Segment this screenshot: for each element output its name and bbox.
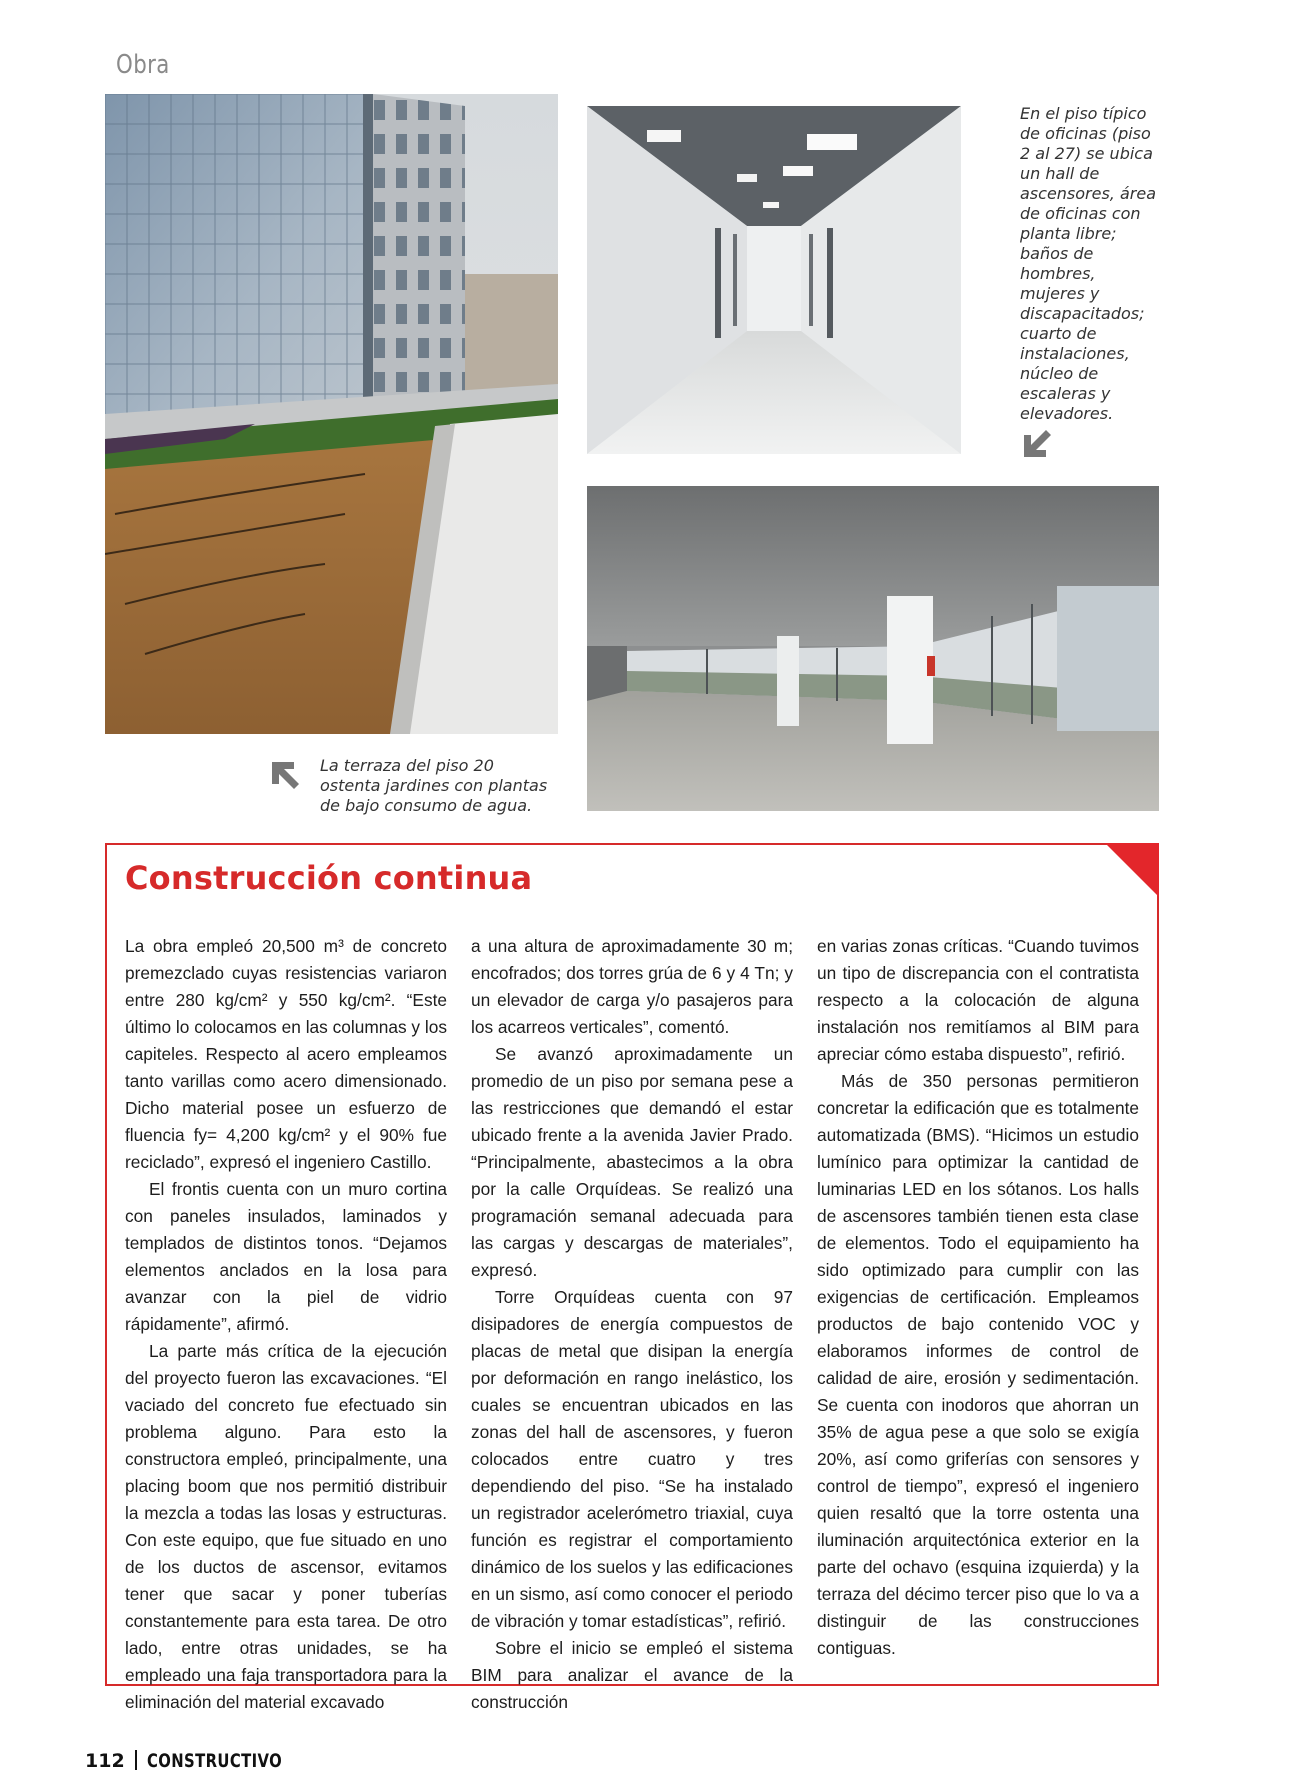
paragraph: Sobre el inicio se empleó el sistema BIM para analizar el avance de la construcción (471, 1638, 793, 1712)
corridor-caption: En el piso típico de oficinas (piso 2 al 27) se ubica un hall de ascensores, área de oficinas con planta libre; baños de hombres, mujeres y discapacitados; cuarto de instalaciones, núcleo de escaleras y elevadores. (1020, 104, 1157, 423)
open-office-photo (587, 486, 1159, 811)
arrow-down-left-icon (1020, 425, 1056, 461)
paragraph: La obra empleó 20,500 m³ de concreto premezclado cuyas resistencias variaron entre 280 kg/cm² y 550 kg/cm². “Este último lo colocamos en las columnas y los capiteles. Respecto al acero empleamos tanto varillas como acero dimensionado. Dicho material posee un esfuerzo de fluencia fy= 4,200 kg/cm² y el 90% fue reciclado”, expresó el ingeniero Castillo. (125, 936, 447, 1172)
article-title: Construcción continua (125, 859, 533, 897)
paragraph: Más de 350 personas permitieron concretar la edificación que es totalmente automatizada (BMS). “Hicimos un estudio lumínico para optimizar la cantidad de luminarias LED en los sótanos. Los halls de ascensores también tienen esta clase de elementos. Todo el equipamiento ha sido optimizado para cumplir con las exigencias de certificación. Empleamos productos de bajo contenido VOC y elaboramos informes de control de calidad de aire, erosión y sedimentación. Se cuenta con inodoros que ahorran un 35% de agua pese a que solo se exigía 20%, así como griferías con sensores y control de tiempo”, expresó el ingeniero quien resaltó que la torre ostenta una iluminación arquitectónica exterior en la parte del ochavo (esquina izquierda) y la terraza del décimo tercer piso que lo va a distinguir de las construcciones contiguas. (817, 1071, 1139, 1658)
footer-divider (135, 1750, 137, 1770)
paragraph: La parte más crítica de la ejecución del proyecto fueron las excavaciones. “El vaciado del concreto fue efectuado sin problema alguno. Para esto la constructora empleó, principalmente, una placing boom que nos permitió distribuir la mezcla a todas las losas y estructuras. Con este equipo, que fue situado en uno de los ductos de ascensor, evitamos tener que sacar y poner tuberías constantemente para esta tarea. De otro lado, entre otras unidades, se ha empleado una faja transportadora para la eliminación del material excavado (125, 1341, 447, 1712)
article-column-1 (125, 933, 447, 1716)
paragraph: a una altura de aproximadamente 30 m; encofrados; dos torres grúa de 6 y 4 Tn; y un elevador de carga y/o pasajeros para los acarreos verticales”, comentó. (471, 936, 793, 1037)
paragraph: Torre Orquídeas cuenta con 97 disipadores de energía compuestos de placas de metal que disipan la energía por deformación en rango inelástico, los cuales se encuentran ubicados en las zonas del hall de ascensores, y fueron colocados entre cuatro y tres dependiendo del piso. “Se ha instalado un registrador acelerómetro triaxial, cuya función es registrar el comportamiento dinámico de los suelos y las edificaciones en un sismo, así como conocer el periodo de vibración y tomar estadísticas”, refirió. (471, 1287, 793, 1631)
terrace-caption: La terraza del piso 20 ostenta jardines con plantas de bajo consumo de agua. (320, 756, 548, 815)
section-label: Obra (116, 50, 170, 80)
terrace-photo (105, 94, 558, 734)
page-footer (85, 1750, 320, 1772)
paragraph: en varias zonas críticas. “Cuando tuvimos un tipo de discrepancia con el contratista respecto a la colocación de alguna instalación nos remitíamos al BIM para apreciar cómo estaba dispuesto”, refirió. (817, 936, 1139, 1064)
paragraph: El frontis cuenta con un muro cortina con paneles insulados, laminados y templados de distintos tonos. “Dejamos elementos anclados en la losa para avanzar con la piel de vidrio rápidamente”, afirmó. (125, 1179, 447, 1334)
page-number: 112 (85, 1750, 125, 1772)
corridor-photo (587, 106, 961, 454)
article-box (105, 843, 1159, 1712)
arrow-up-left-icon (268, 758, 304, 794)
magazine-name: CONSTRUCTIVO (146, 1750, 282, 1772)
article-column-2 (471, 933, 793, 1716)
corner-triangle (1105, 843, 1159, 897)
paragraph: Se avanzó aproximadamente un promedio de un piso por semana pese a las restricciones que demandó el estar ubicado frente a la avenida Javier Prado. “Principalmente, abastecimos a la obra por la calle Orquídeas. Se realizó una programación semanal adecuada para las cargas y descargas de materiales”, expresó. (471, 1044, 793, 1280)
article-column-3 (817, 933, 1139, 1662)
